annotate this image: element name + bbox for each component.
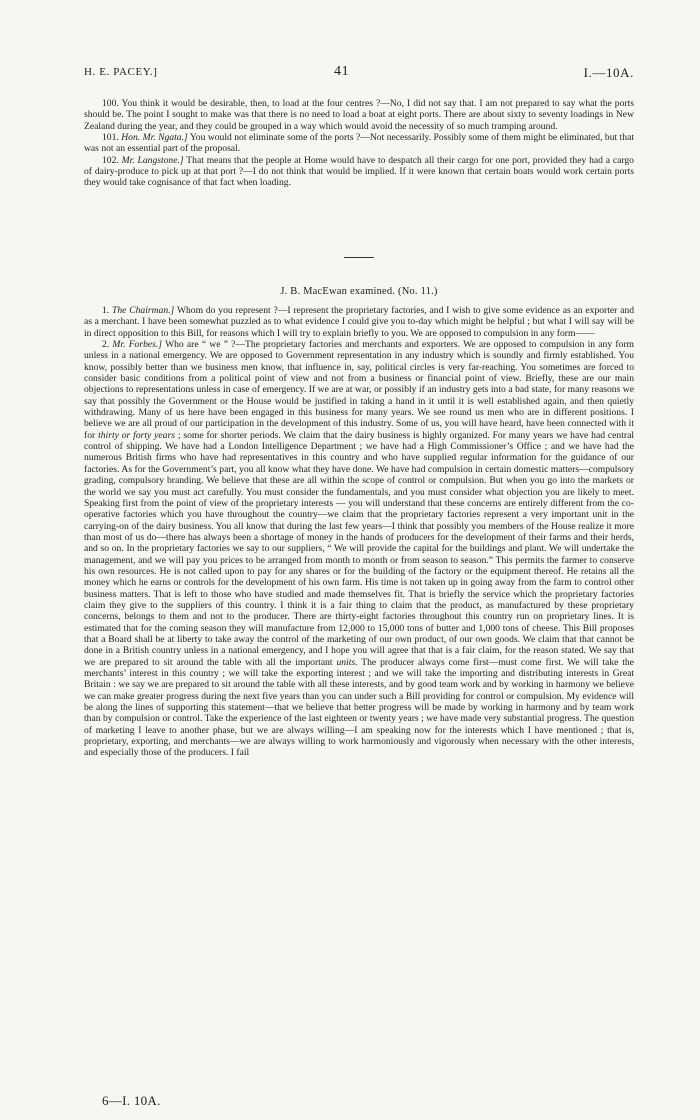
page-footer: 6—I. 10A. <box>102 1093 161 1108</box>
emphasis: thirty or forty years <box>98 429 175 441</box>
question-number: 101. <box>102 132 119 144</box>
header-reference: I.—10A. <box>583 65 634 80</box>
speaker: Mr. Langstone.] <box>121 154 184 166</box>
question-text: Whom do you represent ?—I represent the proprietary factories, and I wish to give some evidence as an exporter and as a merchant. I have been somewhat puzzled as to what evidence I could give you to-day which might be helpful ; but what I will say will be in direct opposition to this Bill, for reasons which I will try to explain briefly to you. We are opposed to compulsion in any form—— <box>84 305 635 339</box>
question-100 <box>84 98 634 132</box>
emphasis: units. <box>336 656 358 668</box>
question-102 <box>84 155 634 189</box>
page-number: 41 <box>334 64 350 79</box>
header-witness: H. E. PACEY.] <box>84 66 158 78</box>
question-number: 2. <box>102 339 110 351</box>
question-101 <box>84 132 634 155</box>
page-header <box>84 66 634 82</box>
document-page <box>84 0 634 1120</box>
speaker: The Chairman.] <box>112 305 175 316</box>
question-number: 102. <box>102 154 119 166</box>
speaker: Hon. Mr. Ngata.] <box>121 132 188 144</box>
question-1 <box>84 305 634 339</box>
question-text: That means that the people at Home would have to despatch all their cargo for one port, provided they had a cargo of dairy-produce to pick up at that port ?—I do not think that would be implied. If it were known that certain boats would work certain ports they would take cognisance of that fact when loading. <box>84 154 634 189</box>
section-heading: J. B. MacEwan examined. (No. 11.) <box>280 286 438 297</box>
question-text: You think it would be desirable, then, to load at the four centres ?—No, I did not say that. I am not prepared to say what the ports should be. The point I sought to make was that there is no need to load a boat at eight ports. There are about sixty to seventy loadings in New Zealand during the year, and they could be grouped in a way which would avoid the necessity of so much tramping around. <box>84 98 634 132</box>
answer-text: ; some for shorter periods. We claim that the dairy business is highly organized. For many years we have had central control of shipping. We have had a London Intelligence Department ; we have had a High Commissioner’s Office ; and we have had the numerous British firms who have had representatives in this country and who have supplied regular information for the guidance of our factories. As for the Government’s part, you all know what they have done. We have had compulsion in certain domestic matters—compulsory grading, compulsory branding. We believe that these are all within the scope of control or compulsion. But when you go into the markets or the world we say you must act carefully. You must consider the fundamentals, and you must consider what objection you are likely to meet. Speaking first from the point of view of the proprietary interests — you will understand that these concerns are entirely different from the co-operative factories which you have throughout the country—we claim that the proprietary factories represent a very important unit in the carrying-on of the dairy business. You all know that during the last few years—I think that possibly you members of the House realize it more than most of us do—there has always been a shortage of money in the hands of producers for the development of their farms and their herds, and so on. In the proprietary factories we say to our suppliers, “ We will provide the capital for the buildings and plant. We will undertake the management, and we will pay you prices to be arranged from month to month or from season to season.” This permits the farmer to conserve his own resources. He is not called upon to pay for any shares or for the building of the factory or the equipment thereof. He retains all the money which he earns or controls for the development of his own farm. His time is not taken up in going away from the farm to control other business matters. That is left to those who have studied and made themselves fit. That is briefly the service which the proprietary factories claim they give to the suppliers of this country. I think it is a fair thing to claim that the product, as manufactured by these proprietary concerns, belongs to them and not to the producer. There are thirty-eight factories throughout this country run on proprietary lines. It is estimated that for the coming season they will manufacture from 12,000 to 15,000 tons of butter and 1,000 tons of cheese. This Bill proposes that a Board shall be at liberty to take away the control of the marketing of our own product, of our own goods. We claim that that cannot be done in a British country unless in a national emergency, and I hope you will agree that that is a fair claim, for the reason stated. We say that we are prepared to sit around the table with all the important <box>84 429 634 668</box>
previous-evidence <box>84 98 634 189</box>
question-number: 100. <box>102 98 119 109</box>
answer-text: Who are “ we ” ?—The proprietary factories and merchants and exporters. We are opposed to compulsion in any form unless in a national emergency. We are opposed to Government representation in any industry which is soundly and firmly established. You know, possibly better than we business men know, that influence in, say, political circles is very far-reaching. You sometimes are forced to consider basic conditions from a political point of view and not from a business or financial point of view. Briefly, these are our main objections to representations unless in case of emergency. If we are at war, or possibly if an industry gets into a bad state, for many reasons we say that possibly the Government or the House would be justified in taking a hand in it until it is well established again, and then quietly withdrawing. Many of us here have been engaged in this business for many years. We see round us men who are in different positions. I believe we are all proud of our participation in the development of this industry. Some of us, you will have heard, have been connected with it for <box>84 339 634 441</box>
macewan-evidence <box>84 305 634 759</box>
question-number: 1. <box>102 305 110 316</box>
answer-text: The producer always come first—must come first. We will take the merchants’ interest in this country ; we will take the exporting interest ; and we will take the importing and distributing interests in Great Britain : we say we are prepared to sit around the table with all these interests, and by good team work and by working in harmony we believe we can make greater progress during the next five years than you can under such a Bill providing for control or compulsion. My evidence will be along the lines of supporting this statement—that we believe that better progress will be made by working in harmony and by team work than by compulsion or control. Take the experience of the last eighteen or twenty years ; we have made very substantial progress. The question of marketing I leave to another phase, but we are always willing—I am speaking now for the interests which I have mentioned ; that is, proprietary, exporting, and merchants—we are always willing to work harmoniously and vigorously when necessary with the other interests, and especially those of the producers. I fail <box>84 656 634 759</box>
section-divider <box>344 257 374 258</box>
question-2 <box>84 339 634 759</box>
speaker: Mr. Forbes.] <box>112 339 163 351</box>
question-text: You would not eliminate some of the ports ?—Not necessarily. Possibly some of them might be eliminated, but that was not an essential part of the proposal. <box>84 132 635 155</box>
